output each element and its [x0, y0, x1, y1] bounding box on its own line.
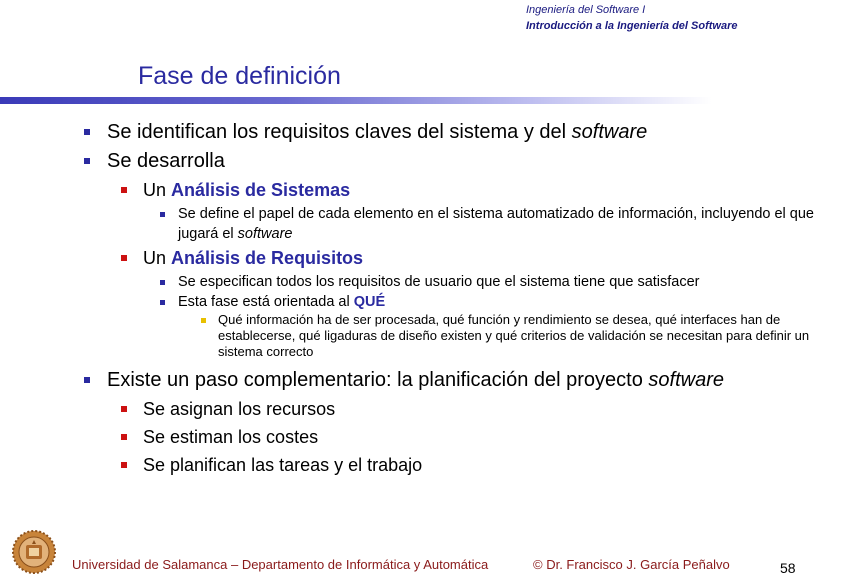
detail-requisitos-usuario [0, 272, 848, 292]
bullet-desarrolla [0, 147, 848, 176]
bullet-highlight: Análisis de Requisitos [171, 248, 364, 268]
bullet-text: Existe un paso complementario: la planificación del proyecto [107, 369, 649, 391]
square-bullet-icon [84, 129, 90, 135]
bullet-text: Esta fase está orientada al [178, 294, 354, 310]
bullet-text: Se planifican las tareas y el trabajo [143, 455, 423, 475]
subbullet-recursos [0, 395, 848, 423]
bullet-planificacion [0, 366, 848, 395]
title-underline [0, 97, 712, 104]
square-bullet-icon [201, 318, 206, 323]
bullet-text: Se identifican los requisitos claves del sistema y del [107, 121, 572, 143]
subbullet-analisis-sistemas [0, 176, 848, 204]
square-bullet-icon [121, 462, 127, 468]
footer-institution: Universidad de Salamanca – Departamento de Informática y Automática [72, 557, 489, 572]
square-bullet-icon [84, 158, 90, 164]
bullet-emphasis: software [237, 226, 293, 242]
university-seal-icon [12, 530, 56, 574]
square-bullet-icon [121, 255, 127, 261]
subbullet-tareas [0, 451, 848, 479]
bullet-text: Un [143, 248, 172, 268]
subbullet-costes [0, 423, 848, 451]
bullet-emphasis: software [571, 121, 648, 143]
footer-author: © Dr. Francisco J. García Peñalvo [533, 557, 730, 572]
detail-papel-elemento [0, 204, 848, 244]
slide-content [0, 118, 848, 479]
bullet-text: Se desarrolla [107, 150, 225, 172]
bullet-text: Un [143, 180, 172, 200]
slide-title: Fase de definición [138, 62, 341, 90]
square-bullet-icon [84, 377, 90, 383]
detail-que-informacion [0, 312, 848, 360]
subbullet-analisis-requisitos [0, 244, 848, 272]
bullet-text: Se define el papel de cada elemento en el sistema automatizado de información, incluyendo el que jugará el [178, 206, 814, 242]
square-bullet-icon [121, 187, 127, 193]
bullet-emphasis: software [648, 369, 724, 391]
square-bullet-icon [121, 406, 127, 412]
bullet-text: Se estiman los costes [143, 427, 319, 447]
square-bullet-icon [160, 212, 165, 217]
bullet-text: Se asignan los recursos [143, 399, 336, 419]
course-name: Ingeniería del Software I [526, 4, 646, 16]
square-bullet-icon [121, 434, 127, 440]
square-bullet-icon [160, 280, 165, 285]
bullet-highlight: QUÉ [353, 294, 386, 310]
course-subject: Introducción a la Ingeniería del Software [526, 20, 738, 32]
bullet-highlight: Análisis de Sistemas [171, 180, 351, 200]
detail-orientada-que [0, 292, 848, 312]
course-header [526, 2, 766, 34]
bullet-requisitos [0, 118, 848, 147]
square-bullet-icon [160, 300, 165, 305]
bullet-text: Qué información ha de ser procesada, qué función y rendimiento se desea, qué interfaces han de establecerse, qué ligaduras de diseño existen y qué criterios de validación se necesitan para definir un sistema correcto [218, 312, 810, 359]
page-number: 58 [780, 560, 796, 576]
bullet-text: Se especifican todos los requisitos de usuario que el sistema tiene que satisfacer [178, 274, 700, 290]
